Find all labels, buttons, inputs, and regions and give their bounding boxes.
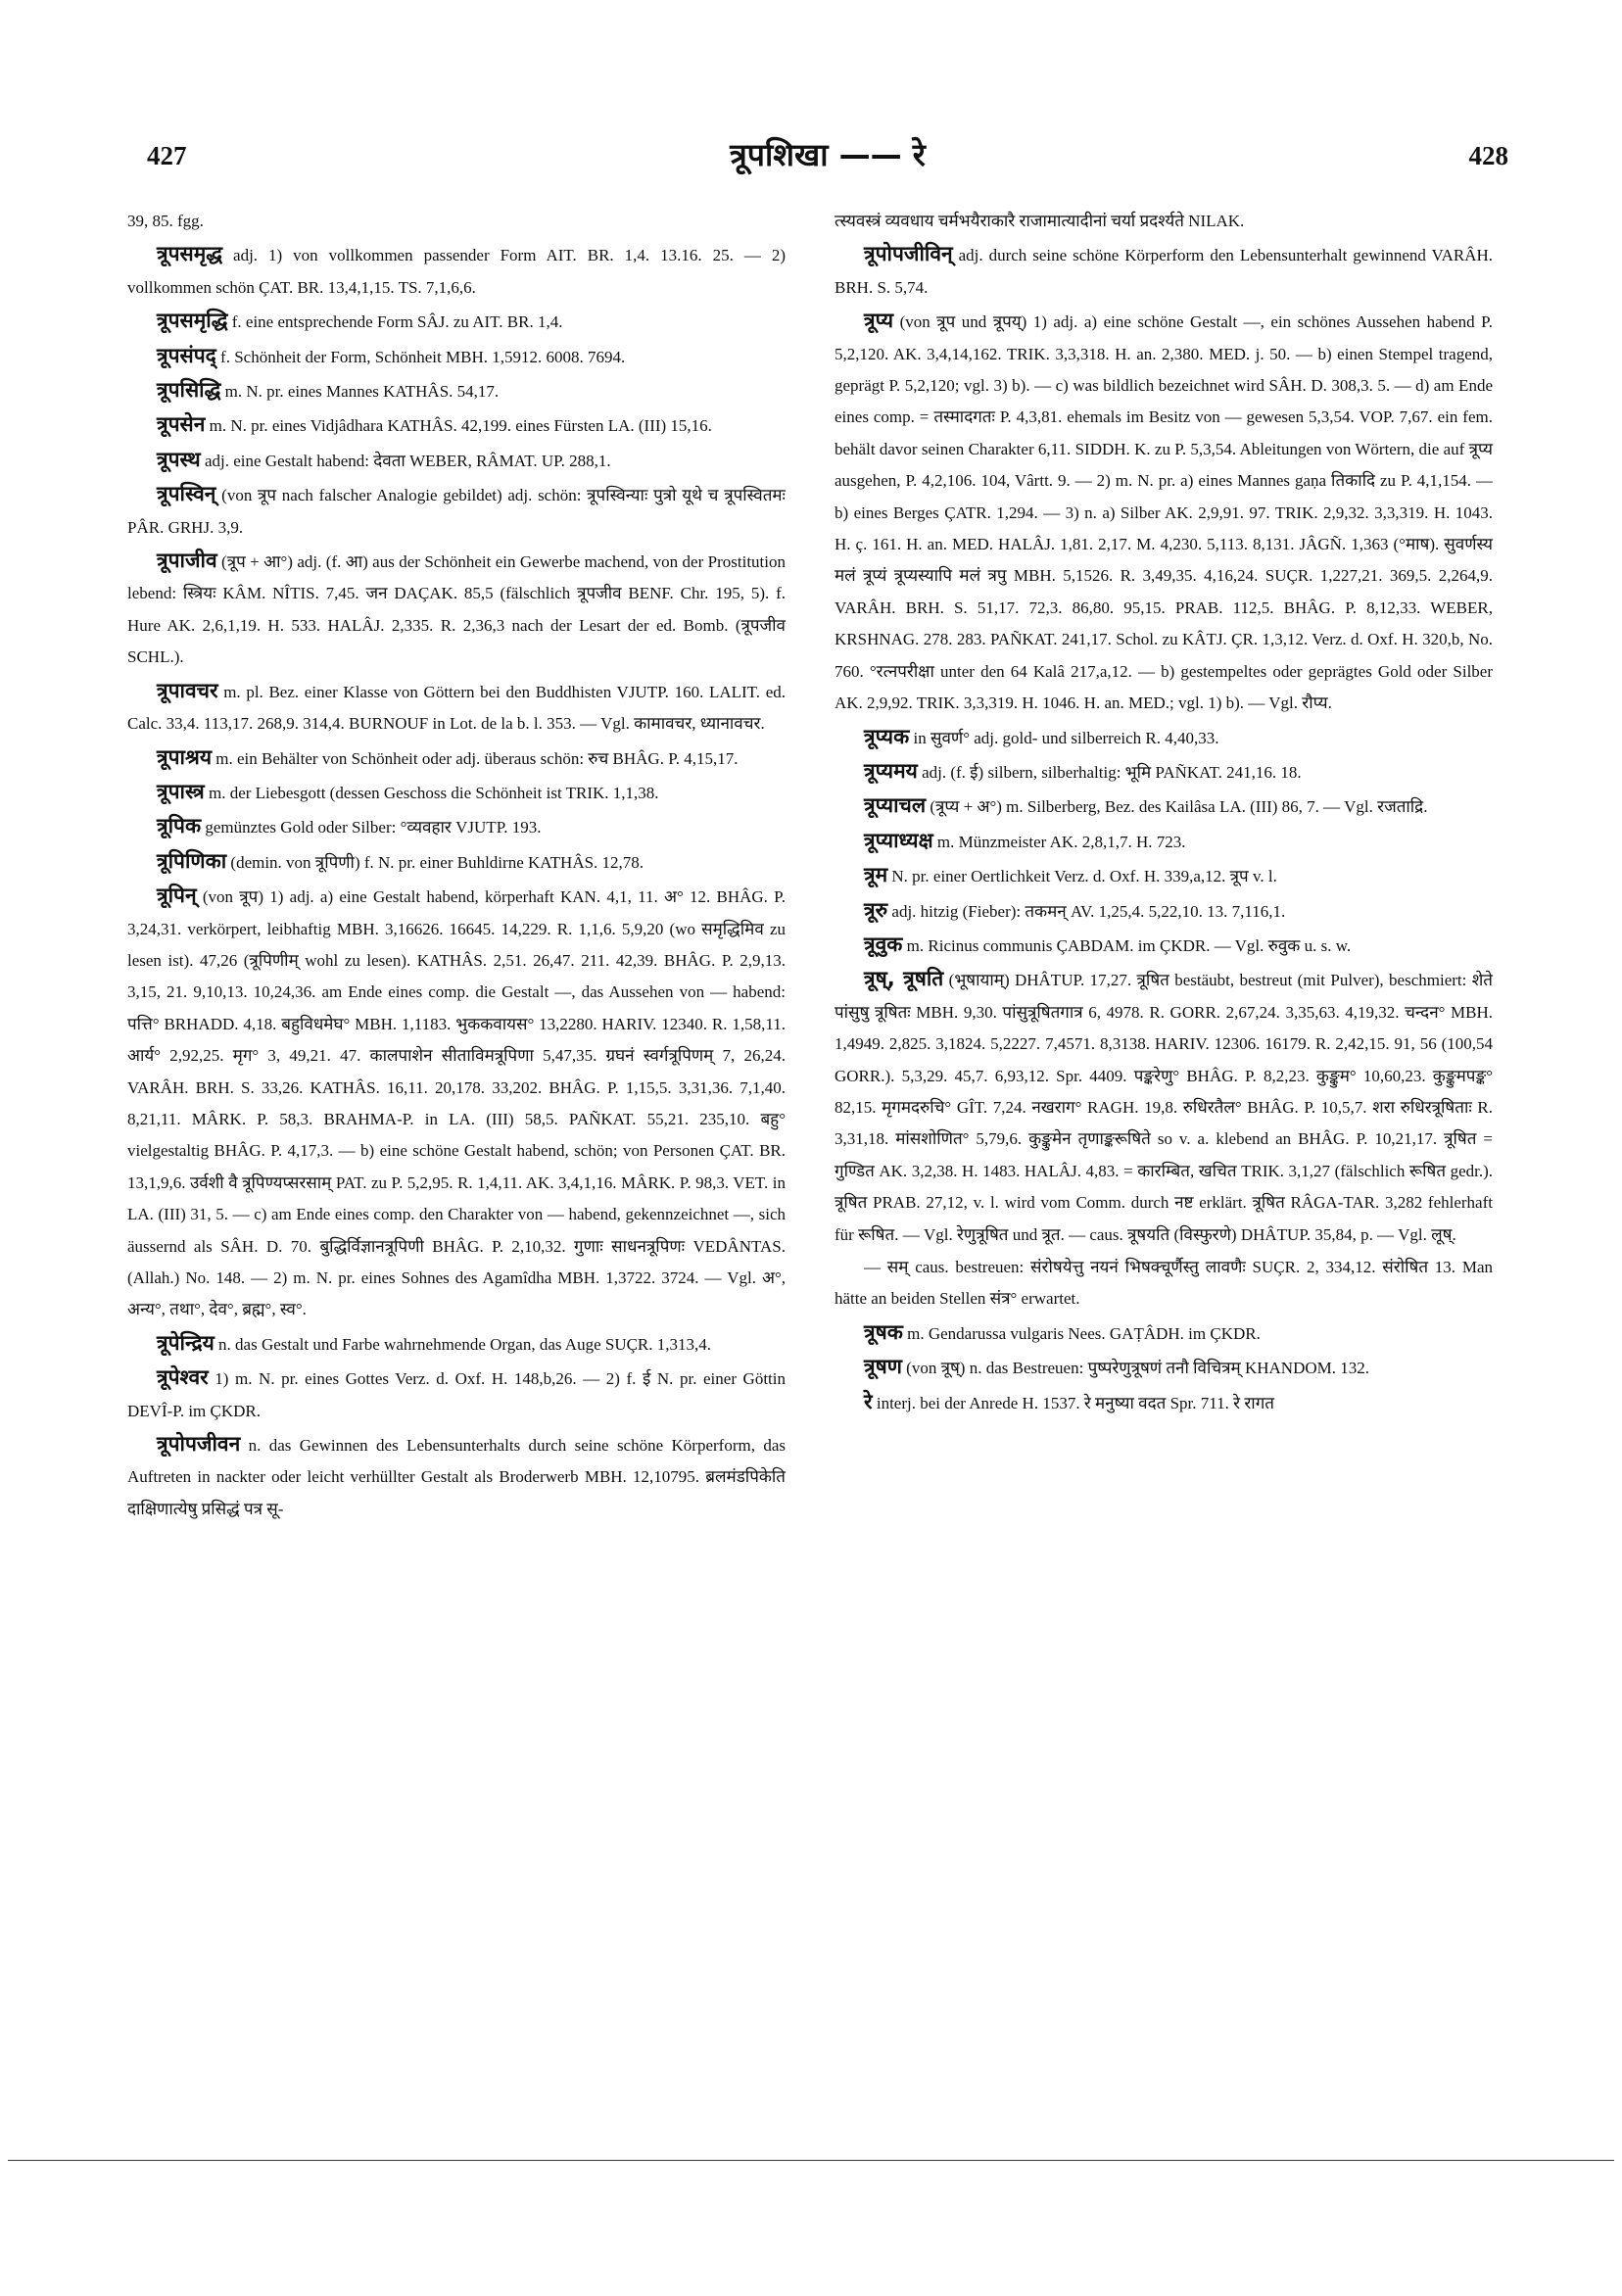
- dictionary-entry: [835, 755, 1493, 789]
- dictionary-entry: [127, 1428, 786, 1525]
- dictionary-entry: [835, 305, 1493, 719]
- dictionary-entry: [835, 894, 1493, 928]
- entry-text: interj. bei der Anrede H. 1537. रे मनुष्या वदत Spr. 711. रे रागत: [872, 1393, 1274, 1412]
- entry-text: 39, 85. fgg.: [127, 212, 204, 230]
- entry-text: (त्रूप्य + अ°) m. Silberberg, Bez. des Kailâsa LA. (III) 86, 7. — Vgl. रजताद्रि.: [926, 797, 1428, 817]
- entry-text: n. das Gewinnen des Lebensunterhalts durch seine schöne Körperform, das Auftreten in nackter oder leicht verhüllter Gestalt als Broderwerb MBH. 12,10795. ब्रलमंडपिकेति दाक्षिणात्येषु प्रसिद्धं पत्र सू-: [127, 1436, 786, 1518]
- bottom-rule: [8, 2160, 1614, 2161]
- entry-headword: त्रूष्, त्रूषति: [864, 967, 944, 991]
- page-number-right: 428: [1468, 141, 1508, 170]
- entry-text: m. N. pr. eines Mannes KATHÂS. 54,17.: [220, 382, 500, 402]
- dictionary-entry: [835, 789, 1493, 823]
- page-number-left: 427: [147, 141, 187, 170]
- entry-headword: त्रूपसिद्धि: [157, 378, 221, 403]
- entry-text: gemünztes Gold oder Silber: °व्यवहार VJUTP. 193.: [201, 818, 542, 837]
- entry-text: in सुवर्ण° adj. gold- und silberreich R. 4,40,33.: [909, 728, 1219, 747]
- dictionary-entry: [127, 340, 786, 373]
- dictionary-entry: [835, 825, 1493, 858]
- entry-headword: त्रूपसमृद्ध: [157, 242, 223, 266]
- entry-headword: त्रूषक: [864, 1319, 903, 1344]
- entry-headword: त्रूवुक: [864, 932, 903, 956]
- entry-text: (von त्रूप und त्रूपय्) 1) adj. a) eine schöne Gestalt —, ein schönes Aussehen habend P. 5,2,120. AK. 3,4,14,162. TRIK. 3,3,318. H. an. 2,380. MED. j. 50. — b) einen Stempel tragend, geprägt P. 5,2,120; vgl. 3) b). — c) was bildlich bezeichnet wird SÂH. D. 308,3. 5. — d) am Ende eines comp. = तस्मादगतः P. 4,3,81. ehemals im Besitz von — gewesen 5,3,54. VOP. 7,67. ein fem. behält davor seinen Charakter 6,11. SIDDH. K. zu P. 5,3,54. Ableitungen von Wörtern, die auf त्रूप्य ausgehen, P. 4,2,106. 104, Vârtt. 9. — 2) m. N. pr. a) eines Mannes gaṇa तिकादि zu P. 4,1,154. — b) eines Berges ÇATR. 1,294. — 3) n. a) Silber AK. 2,9,91. 97. TRIK. 2,9,32. 3,3,319. H. 1043. H. ç. 161. H. an. MED. HALÂJ. 1,81. 2,17. M. 4,230. 5,113. 8,131. JÂGÑ. 1,363 (°माष). सुवर्णस्य मलं त्रूप्यं त्रूप्यस्यापि मलं त्रपु MBH. 5,1526. R. 3,49,35. 4,16,24. SUÇR. 1,227,21. 369,5. 2,264,9. VARÂH. BRH. S. 51,17. 72,3. 86,80. 95,15. PRAB. 112,5. BHÂG. P. 8,12,33. WEBER, KRSHNAG. 278. 283. PAÑKAT. 241,17. Schol. zu KÂTJ. ÇR. 1,3,12. Verz. d. Oxf. H. 320,b, No. 760. °रत्नपरीक्षा unter den 64 Kalâ 217,a,12. — b) gestempeltes oder geprägtes Gold oder Silber AK. 2,9,92. TRIK. 3,3,319. H. 1046. H. an. MED.; vgl. 1) b). — Vgl. रौप्य.: [835, 312, 1493, 713]
- dictionary-entry: [127, 845, 786, 879]
- left-column: [127, 206, 786, 1526]
- dictionary-entry: [127, 1327, 786, 1361]
- running-head: त्रूपशिखा —— रे: [730, 136, 926, 173]
- dictionary-entry: [127, 810, 786, 843]
- dictionary-entry: [835, 721, 1493, 754]
- dictionary-entry: [127, 776, 786, 809]
- entry-headword: त्रूपसंपद्: [157, 343, 216, 367]
- page-header: [147, 127, 1508, 186]
- dictionary-entry: [127, 741, 786, 775]
- entry-headword: त्रूप्याध्यक्ष: [864, 828, 933, 852]
- dictionary-entry: [127, 1362, 786, 1427]
- entry-text: adj. 1) von vollkommen passender Form AIT. BR. 1,4. 13.16. 25. — 2) vollkommen schön ÇAT. BR. 13,4,1,15. TS. 7,1,6,6.: [127, 246, 786, 297]
- entry-headword: त्रूप्यमय: [864, 758, 918, 783]
- entry-headword: त्रूपस्थ: [157, 447, 201, 471]
- entry-text: adj. hitzig (Fieber): तकमन् AV. 1,25,4. 5,22,10. 13. 7,116,1.: [887, 901, 1286, 921]
- entry-text: m. N. pr. eines Vidjâdhara KATHÂS. 42,199. eines Fürsten LA. (III) 15,16.: [205, 416, 712, 436]
- dictionary-entry: [835, 238, 1493, 304]
- entry-headword: त्रूपसमृद्धि: [157, 309, 228, 333]
- entry-headword: रे: [864, 1389, 873, 1413]
- dictionary-entry: [127, 545, 786, 674]
- entry-text: (von त्रूप nach falscher Analogie gebildet) adj. schön: त्रूपस्विन्याः पुत्रो यूथे च त्रूपस्वितमः PÂR. GRHJ. 3,9.: [127, 486, 786, 537]
- dictionary-entry: [127, 675, 786, 741]
- dictionary-entry: [127, 408, 786, 442]
- dictionary-entry: [127, 305, 786, 338]
- dictionary-entry: [835, 859, 1493, 892]
- entry-text: m. Ricinus communis ÇABDAM. im ÇKDR. — Vgl. रुवुक u. s. w.: [902, 935, 1352, 955]
- entry-text: 1) m. N. pr. eines Gottes Verz. d. Oxf. H. 148,b,26. — 2) f. ई N. pr. einer Göttin DEVÎ-P. im ÇKDR.: [127, 1369, 786, 1420]
- entry-text: m. Gendarussa vulgaris Nees. GAṬÂDH. im ÇKDR.: [902, 1323, 1261, 1343]
- dictionary-entry: [127, 206, 786, 237]
- entry-text: m. der Liebesgott (dessen Geschoss die Schönheit ist TRIK. 1,1,38.: [204, 783, 659, 802]
- entry-text: (भूषायाम्) DHÂTUP. 17,27. त्रूषित bestäubt, bestreut (mit Pulver), beschmiert: शेते पांसुषु त्रूषितः MBH. 9,30. पांसुत्रूषितगात्र 6, 4978. R. GORR. 2,67,24. 3,35,63. 4,19,32. चन्दन° MBH. 1,4949. 2,825. 3,1824. 5,2227. 7,4571. 8,3138. HARIV. 12306. 16179. R. 2,42,15. 91, 56 (100,54 GORR.). 5,3,29. 45,7. 6,93,12. Spr. 4409. पङ्करेणु° BHÂG. P. 8,2,23. कुङ्कुम° 10,60,23. कुङ्कुमपङ्क° 82,15. मृगमदरुचि° GÎT. 7,24. नखराग° RAGH. 19,8. रुधिरतैल° BHÂG. P. 10,5,7. शरा रुधिरत्रूषिताः R. 3,31,18. मांसशोणित° 5,79,6. कुङ्कुमेन तृणाङ्करूषिते so v. a. klebend an BHÂG. P. 10,21,17. त्रूषित = गुण्डित AK. 3,2,38. H. 1483. HALÂJ. 4,83. = कारम्बित, खचित TRIK. 3,1,27 (fälschlich रूषित gedr.). त्रूषित PRAB. 27,12, v. l. wird vom Comm. durch नष्ट erklärt. त्रूषित RÂGA-TAR. 3,282 fehlerhaft für रूषित. — Vgl. रेणुत्रूषित und त्रूत. — caus. त्रूषयति (विस्फुरणे) DHÂTUP. 35,84, p. — Vgl. लूष्.: [835, 971, 1493, 1244]
- dictionary-entry: [835, 929, 1493, 962]
- entry-headword: त्रूपावचर: [157, 678, 218, 702]
- entry-headword: त्रूपोपजीवन: [157, 1432, 241, 1457]
- entry-headword: त्रूपिक: [157, 814, 202, 838]
- dictionary-entry: [127, 478, 786, 544]
- dictionary-entry: [835, 1316, 1493, 1350]
- dictionary-entry: [835, 1252, 1493, 1315]
- entry-text: f. eine entsprechende Form SÂJ. zu AIT. BR. 1,4.: [227, 312, 563, 332]
- dictionary-entry: [127, 880, 786, 1326]
- entry-headword: त्रूरु: [864, 897, 888, 922]
- entry-text: — सम् caus. bestreuen: संरोषयेत्तु नयनं भिषक्चूर्णैस्तु लावणैः SUÇR. 2, 334,12. संरोषित 13. Man hätte an beiden Stellen संत्र° erwartet.: [835, 1258, 1493, 1309]
- dictionary-entry: [835, 1351, 1493, 1384]
- entry-text: (demin. von त्रूपिणी) f. N. pr. einer Buhldirne KATHÂS. 12,78.: [226, 852, 644, 872]
- entry-text: adj. eine Gestalt habend: देवता WEBER, RÂMAT. UP. 288,1.: [200, 451, 611, 470]
- entry-headword: त्रूपाजीव: [157, 549, 217, 573]
- entry-headword: त्रूम: [864, 863, 888, 887]
- entry-text: (von त्रूष्) n. das Bestreuen: पुष्परेणुत्रूषणं तनौ विचित्रम् KHANDOM. 132.: [901, 1359, 1370, 1378]
- dictionary-entry: [127, 238, 786, 304]
- entry-headword: त्रूप्यक: [864, 724, 910, 748]
- entry-text: f. Schönheit der Form, Schönheit MBH. 1,5912. 6008. 7694.: [215, 347, 626, 366]
- entry-text: N. pr. einer Oertlichkeit Verz. d. Oxf. H. 339,a,12. त्रूप v. l.: [887, 867, 1277, 886]
- entry-text: m. pl. Bez. einer Klasse von Göttern bei den Buddhisten VJUTP. 160. LALIT. ed. Calc. 33,4. 113,17. 268,9. 314,4. BURNOUF in Lot. de la b. l. 353. — Vgl. कामावचर, ध्यानावचर.: [127, 682, 786, 734]
- entry-text: n. das Gestalt und Farbe wahrnehmende Organ, das Auge SUÇR. 1,313,4.: [214, 1334, 712, 1354]
- entry-text: m. Münzmeister AK. 2,8,1,7. H. 723.: [932, 832, 1186, 851]
- dictionary-entry: [127, 444, 786, 477]
- entry-headword: त्रूपास्त्र: [157, 779, 205, 803]
- entry-text: m. ein Behälter von Schönheit oder adj. überaus schön: रुच BHÂG. P. 4,15,17.: [212, 748, 739, 768]
- entry-text: adj. (f. ई) silbern, silberhaltig: भूमि PAÑKAT. 241,16. 18.: [917, 762, 1302, 782]
- dictionary-entry: [127, 374, 786, 407]
- entry-headword: त्रूपोपजीविन्: [864, 242, 953, 266]
- entry-text: त्स्यवस्त्रं व्यवधाय चर्मभयैराकारै राजामात्यादीनां चर्या प्रदर्श्यते NILAK.: [835, 212, 1245, 230]
- entry-headword: त्रूप्य: [864, 309, 894, 333]
- dictionary-entry: [835, 206, 1493, 237]
- entry-headword: त्रूपस्विन्: [157, 482, 216, 506]
- entry-headword: त्रूपिन्: [157, 884, 197, 908]
- right-column: [835, 206, 1493, 1420]
- entry-headword: त्रूपसेन: [157, 412, 206, 437]
- entry-headword: त्रूषण: [864, 1355, 902, 1379]
- entry-text: (von त्रूप) 1) adj. a) eine Gestalt habend, körperhaft KAN. 4,1, 11. अ° 12. BHÂG. P. 3,24,31. verkörpert, leibhaftig MBH. 3,16626. 16645. 14,229. R. 1,1,6. 5,9,20 (wo समृद्धिमिव zu lesen ist). 47,26 (त्रूपिणीम् wohl zu lesen). KATHÂS. 2,51. 26,47. 211. 42,39. BHÂG. P. 2,9,13. 3,15, 21. 9,10,13. 10,24,36. am Ende eines comp. die Gestalt —, das Aussehen von — habend: पत्ति° BRHADD. 4,18. बहुविधमेघ° MBH. 1,1183. भुककवायस° 13,2280. HARIV. 12340. R. 1,58,11. आर्य° 2,92,25. मृग° 3, 49,21. 47. कालपाशेन सीताविमत्रूपिणा 5,47,35. ग्रघनं स्वर्गत्रूपिणम् 7, 26,24. VARÂH. BRH. S. 33,26. KATHÂS. 16,11. 20,178. 33,202. BHÂG. P. 1,15,5. 3,31,36. 7,1,40. 8,21,11. MÂRK. P. 58,3. BRAHMA-P. in LA. (III) 58,5. PAÑKAT. 55,21. 235,10. बहु° vielgestaltig BHÂG. P. 4,17,3. — b) eine schöne Gestalt habend, schön; von Personen ÇAT. BR. 13,1,9,6. उर्वशी वै त्रूपिण्यप्सरसाम् PAT. zu P. 5,2,95. R. 1,4,11. AK. 3,4,1,16. MÂRK. P. 98,3. VET. in LA. (III) 31, 5. — c) am Ende eines comp. den Charakter von — habend, gekennzeichnet —, sich äussernd als SÂH. D. 70. बुद्धिर्विज्ञानत्रूपिणी BHÂG. P. 2,10,32. गुणाः साधनत्रूपिणः VEDÂNTAS. (Allah.) No. 148. — 2) m. N. pr. eines Sohnes des Agamîdha MBH. 1,3722. 3724. — Vgl. अ°, अन्य°, तथा°, देव°, ब्रह्म°, स्व°.: [127, 887, 786, 1319]
- entry-text: (त्रूप + आ°) adj. (f. आ) aus der Schönheit ein Gewerbe machend, von der Prostitution lebend: स्त्रियः KÂM. NÎTIS. 7,45. जन DAÇAK. 85,5 (fälschlich त्रूपजीव BENF. Chr. 195, 5). f. Hure AK. 2,6,1,19. H. 533. HALÂJ. 2,335. R. 2,36,3 nach der Lesart der ed. Bomb. (त्रूपजीव SCHL.).: [127, 552, 786, 667]
- dictionary-entry: [835, 1386, 1493, 1419]
- entry-text: adj. durch seine schöne Körperform den Lebensunterhalt gewinnend VARÂH. BRH. S. 5,74.: [835, 246, 1493, 297]
- entry-headword: त्रूपेन्द्रिय: [157, 1330, 215, 1355]
- entry-headword: त्रूप्याचल: [864, 793, 927, 818]
- entry-headword: त्रूपाश्रय: [157, 744, 213, 769]
- entry-headword: त्रूपेश्वर: [157, 1365, 209, 1390]
- dictionary-entry: [835, 963, 1493, 1251]
- entry-headword: त्रूपिणिका: [157, 848, 227, 873]
